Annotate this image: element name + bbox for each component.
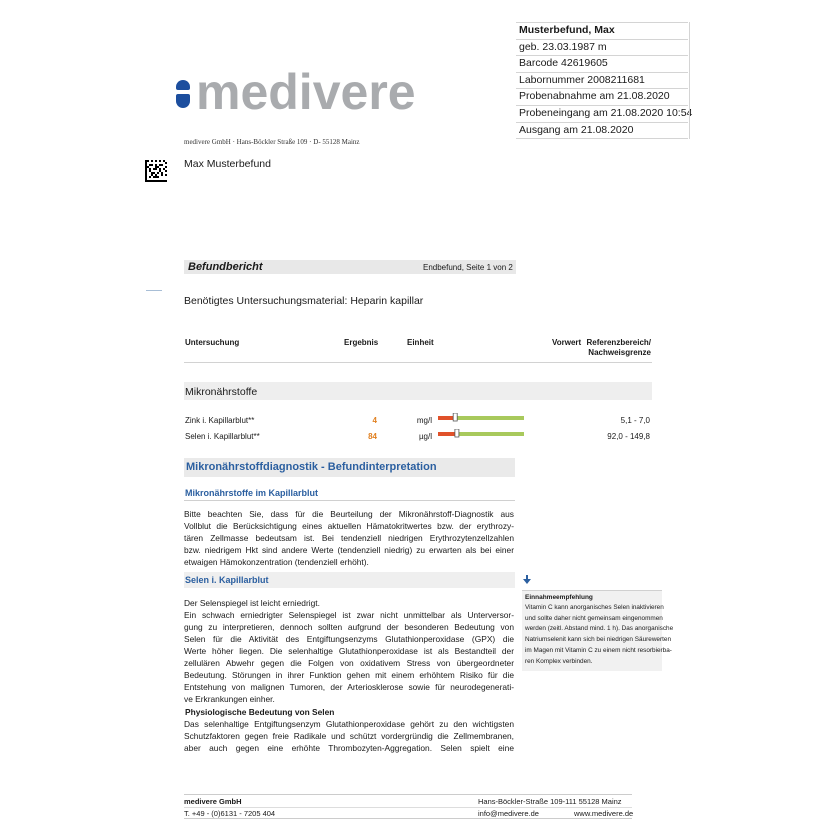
text-line: ren Komplex verbinden.: [525, 657, 593, 665]
recipient-name: Max Musterbefund: [184, 158, 271, 170]
logo-wordmark: medivere: [196, 64, 416, 120]
text-line: im Magen mit Vitamin C zu einem nicht resorbierba-: [525, 646, 672, 654]
row-label: Zink i. Kapillarblut**: [185, 416, 255, 425]
column-header-previous: Vorwert: [552, 338, 582, 347]
logo-dot-bottom: [176, 94, 190, 108]
patient-name: Musterbefund, Max: [516, 22, 688, 39]
text-line: Das selenhaltige Entgiftungsenzym Glutathionperoxidase gehört zu den wichtigsten: [184, 719, 514, 729]
column-header-reference-line1: Referenzbereich/: [586, 338, 651, 347]
gauge-low-segment: [438, 432, 455, 436]
margin-mark: [146, 290, 162, 291]
text-line: gung zu interpretieren, dennoch sollten aufgrund der besonderen Bedeutung von: [184, 622, 514, 632]
subheading-divider: [184, 500, 515, 501]
row-reference: 92,0 - 149,8: [607, 432, 650, 441]
row-result: 84: [368, 432, 377, 441]
footer-company: medivere GmbH: [184, 797, 242, 806]
report-title: Befundbericht: [188, 261, 263, 273]
range-gauge: [438, 429, 524, 438]
heading-physiological-role: Physiologische Bedeutung von Selen: [185, 707, 335, 717]
text-line: Der Selenspiegel ist leicht erniedrigt.: [184, 598, 320, 608]
row-unit: mg/l: [416, 416, 432, 425]
text-line: aber auch gegen eine erhöhte Thrombozyten-Aggregation. Selen spielt eine: [184, 743, 514, 753]
text-line: Natriumselenit kann sich bei niedrigen Säurewerten: [525, 636, 671, 644]
text-line: Selen für die Aktivität des Entgiftungsenzyms Glutathionperoxidase (GPX) die: [184, 634, 514, 644]
text-line: Ein schwach erniedrigter Selenspiegel ist zwar nicht unmittelbar als Unterversor-: [184, 610, 514, 620]
footer-phone: T. +49 - (0)6131 - 7205 404: [184, 809, 276, 818]
text-line: werden (zeitl. Abstand mind. 1 h). Das anorganische: [525, 625, 674, 633]
footer-divider-bottom: [184, 818, 632, 819]
text-line: bzw. niedrigem Hkt sind andere Werte (tendenziell niedrig) zu erwarten als bei einer: [184, 545, 514, 555]
sender-address-line: medivere GmbH · Hans-Böckler Straße 109 · D- 55128 Mainz: [184, 138, 360, 146]
logo-dot-top: [176, 80, 190, 90]
footer-website-link[interactable]: www.medivere.de: [574, 809, 634, 818]
patient-output-date: Ausgang am 21.08.2020: [516, 122, 688, 140]
text-line: Entstehung von malignen Tumoren, der Arteriosklerose sowie für neurodegenerati-: [184, 682, 514, 692]
gauge-normal-segment: [455, 432, 524, 436]
footer-email-link[interactable]: info@medivere.de: [478, 809, 539, 818]
gauge-low-segment: [438, 416, 454, 420]
column-header-reference-line2: Nachweisgrenze: [588, 348, 651, 357]
text-line: Bitte beachten Sie, dass für die Beurteilung der Mikronährstoff-Diagnostik aus: [184, 509, 514, 519]
patient-birth: geb. 23.03.1987 m: [516, 39, 688, 56]
column-header-reference: [580, 338, 651, 358]
paragraph-physiological-role: [184, 718, 514, 754]
row-reference: 5,1 - 7,0: [620, 416, 650, 425]
subheading-selenium: Selen i. Kapillarblut: [185, 575, 269, 585]
table-header-divider: [184, 362, 652, 363]
gauge-marker: [453, 413, 457, 421]
interpretation-title: Mikronährstoffdiagnostik - Befundinterpretation: [186, 461, 437, 473]
text-line: Schutzfaktoren gegen freie Radikale und schützt vordergründig die Zellmembranen,: [184, 731, 514, 741]
column-header-unit: Einheit: [407, 338, 434, 347]
range-gauge: [438, 413, 524, 422]
side-note-text: [525, 603, 674, 667]
side-note-marker-icon: [523, 575, 531, 584]
paragraph-hematocrit-note: [184, 508, 514, 568]
column-header-test: Untersuchung: [185, 338, 240, 347]
medivere-logo: [174, 64, 426, 120]
patient-sample-received: Probeneingang am 21.08.2020 10:54: [516, 105, 688, 122]
text-line: und sollte daher nicht gemeinsam eingenommen: [525, 614, 663, 622]
patient-sample-taken: Probenabnahme am 21.08.2020: [516, 88, 688, 105]
text-line: Vollblut die Berücksichtigung eines aktuellen Hämatokritwertes bzw. der erythrozy-: [184, 521, 514, 531]
section-title: Mikronährstoffe: [185, 386, 258, 398]
subheading-capillary: Mikronährstoffe im Kapillarblut: [185, 488, 319, 498]
gauge-marker: [455, 429, 459, 437]
column-header-result: Ergebnis: [344, 338, 379, 347]
text-line: zellulären Abwehr gegen die Folgen von oxidativem Stress von übergeordneter: [184, 658, 514, 668]
patient-barcode: Barcode 42619605: [516, 55, 688, 72]
footer-address: Hans-Böckler-Straße 109-111 55128 Mainz: [478, 797, 622, 806]
footer-divider-middle: [184, 807, 632, 808]
gauge-normal-segment: [454, 416, 524, 420]
row-unit: µg/l: [418, 432, 432, 441]
patient-info-box: [516, 22, 693, 139]
text-line: Bedeutung. Störungen in ihrer Funktion gehen mit einem erhöhtem Risiko für die: [184, 670, 514, 680]
text-line: tären Zellmasse bedeutsam ist. Bei tendenziell niedrigen Erythrozytenzellzahlen: [184, 533, 514, 543]
datamatrix-code-icon: [145, 160, 167, 182]
sample-material: Benötigtes Untersuchungsmaterial: Heparin kapillar: [184, 295, 424, 307]
text-line: Werte höher liegen. Die selenhaltige Glutathionperoxidase ist als Bestandteil der: [184, 646, 514, 656]
row-label: Selen i. Kapillarblut**: [185, 432, 260, 441]
row-result: 4: [372, 416, 377, 425]
paragraph-selenium-level: [184, 597, 514, 705]
side-note-title: Einnahmeempfehlung: [525, 594, 593, 601]
text-line: ve Erkrankungen einher.: [184, 694, 275, 704]
text-line: Vitamin C kann anorganisches Selen inaktivieren: [525, 604, 664, 611]
text-line: etwaigen Hämokonzentration (tendenziell erhöht).: [184, 557, 369, 567]
report-status: Endbefund, Seite 1 von 2: [423, 263, 513, 272]
patient-labnumber: Labornummer 2008211681: [516, 72, 688, 89]
footer-divider-top: [184, 794, 632, 795]
